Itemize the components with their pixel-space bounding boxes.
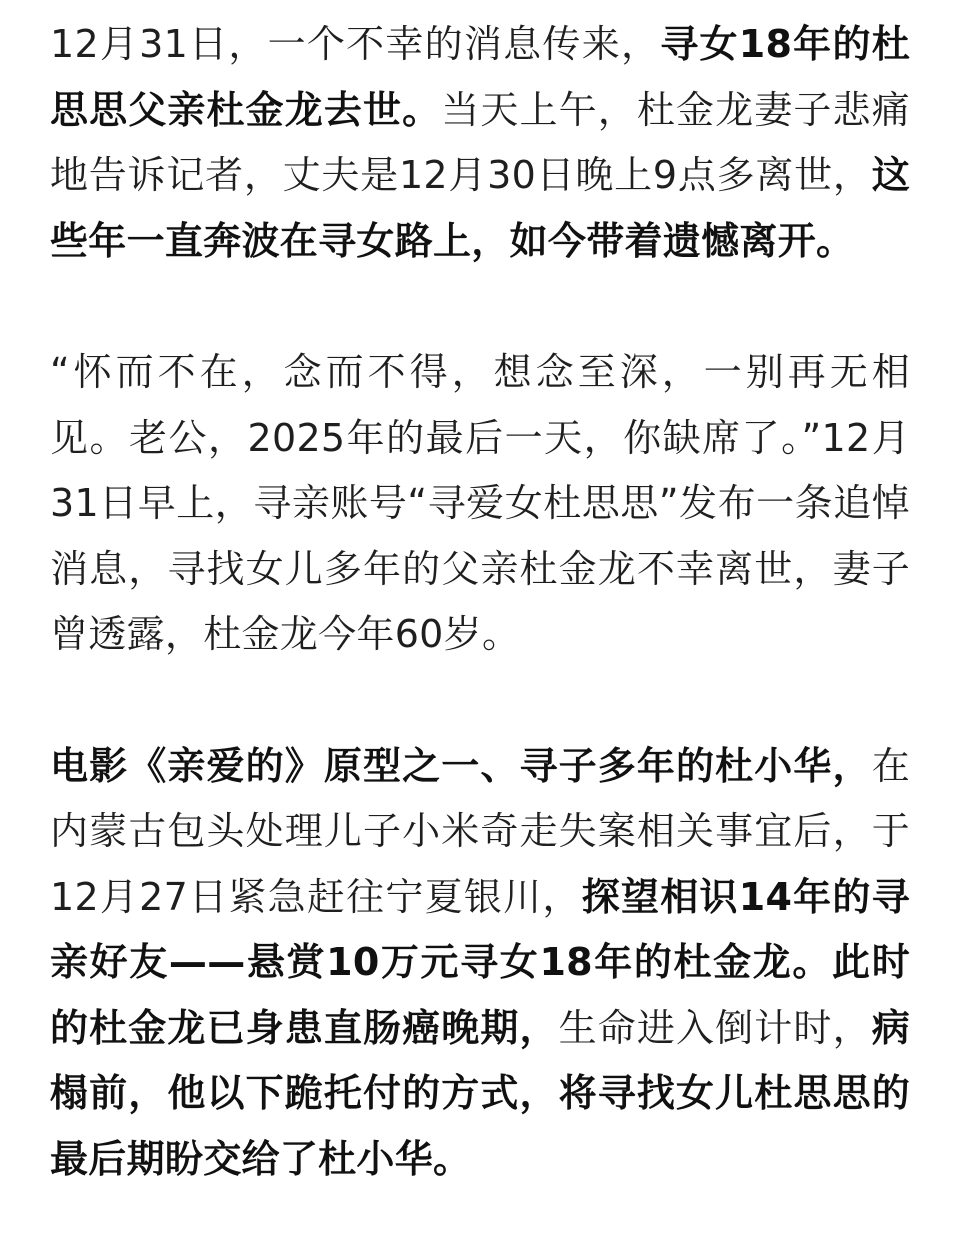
bold-segment: 寻女18年的杜思思父亲杜金龙去世。 [50, 22, 911, 132]
text-segment: 12月31日，一个不幸的消息传来， [50, 22, 661, 66]
text-segment: “怀而不在，念而不得，想念至深，一别再无相见。老公，2025年的最后一天，你缺席了。”12月31日早上，寻亲账号“寻爱女杜思思”发布一条追悼消息，寻找女儿多年的父亲杜金龙不幸离世，妻子曾透露，杜金龙今年60岁。 [50, 350, 910, 656]
paragraph-death-news [50, 12, 910, 274]
bold-segment: 病榻前，他以下跪托付的方式，将寻找女儿杜思思的最后期盼交给了杜小华。 [50, 1005, 911, 1181]
paragraph-memorial-post [50, 340, 910, 668]
text-segment: 当天上午，杜金龙妻子悲痛地告诉记者，丈夫是12月30日晚上9点多离世， [50, 87, 910, 197]
bold-segment: 探望相识14年的寻亲好友——悬赏10万元寻女18年的杜金龙。此时的杜金龙已身患直肠癌晚期， [50, 874, 910, 1050]
text-segment: 生命进入倒计时， [558, 1005, 872, 1050]
paragraph-du-xiaohua-visit [50, 734, 910, 1193]
bold-segment: 电影《亲爱的》原型之一、寻子多年的杜小华， [50, 743, 872, 788]
bold-segment: 这些年一直奔波在寻女路上，如今带着遗憾离开。 [50, 153, 910, 263]
text-segment: 在内蒙古包头处理儿子小米奇走失案相关事宜后，于12月27日紧急赶往宁夏银川， [50, 743, 910, 919]
